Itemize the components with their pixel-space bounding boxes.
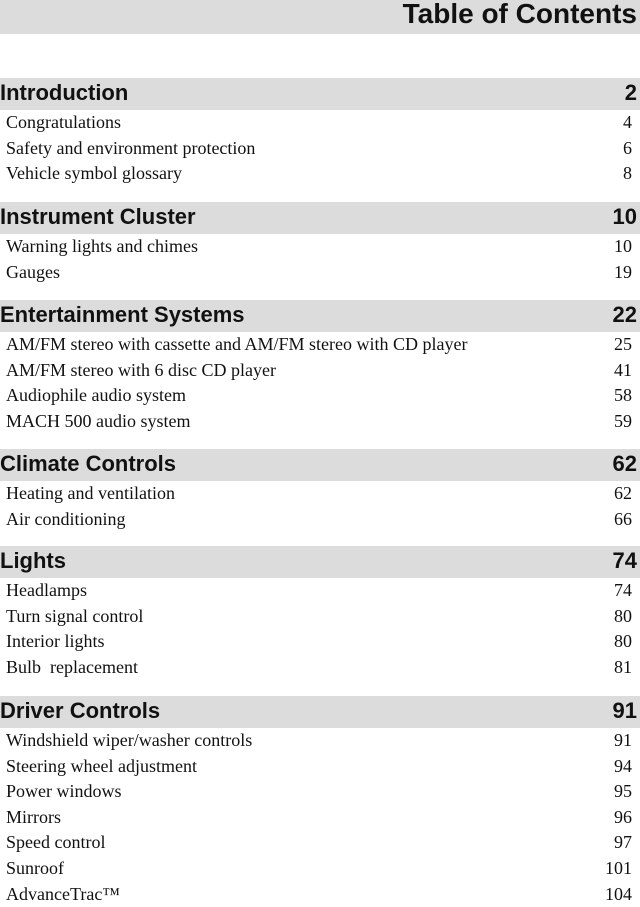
toc-entry[interactable]: [0, 383, 640, 409]
toc-entry[interactable]: [0, 358, 640, 384]
entry-page-number: 59: [614, 410, 632, 431]
entry-page-number: 81: [614, 656, 632, 677]
section-page-number: 22: [612, 302, 637, 327]
entry-page-number: 97: [614, 832, 632, 853]
entry-title: Headlamps: [6, 580, 87, 600]
section-header[interactable]: [0, 546, 640, 578]
entry-title: Vehicle symbol glossary: [6, 163, 182, 184]
entry-title: Interior lights: [6, 631, 105, 652]
entry-title: Air conditioning: [6, 508, 126, 529]
section-header[interactable]: [0, 449, 640, 481]
entry-title: MACH 500 audio system: [6, 410, 191, 431]
entry-page-number: 66: [614, 508, 632, 529]
toc-entry[interactable]: [0, 754, 640, 780]
entry-title: Gauges: [6, 261, 60, 282]
entry-page-number: 10: [614, 236, 632, 256]
entry-page-number: 6: [623, 137, 632, 158]
entry-title: Safety and environment protection: [6, 137, 256, 158]
toc-entry[interactable]: [0, 830, 640, 856]
section-page-number: 74: [612, 548, 637, 573]
toc-entry[interactable]: [0, 578, 640, 604]
toc-section-driver-controls: [0, 696, 640, 907]
section-header[interactable]: [0, 202, 640, 234]
entry-title: Congratulations: [6, 112, 121, 132]
toc-entry[interactable]: [0, 779, 640, 805]
entry-page-number: 62: [614, 483, 632, 503]
toc-section-instrument-cluster: [0, 202, 640, 285]
entry-page-number: 94: [614, 755, 632, 776]
entry-title: Turn signal control: [6, 605, 144, 626]
entry-title: Steering wheel adjustment: [6, 755, 197, 776]
toc-entry[interactable]: [0, 260, 640, 286]
toc-entry[interactable]: [0, 234, 640, 260]
entry-title: Heating and ventilation: [6, 483, 175, 503]
section-title: Introduction: [0, 80, 129, 105]
toc-section-introduction: [0, 78, 640, 187]
entry-page-number: 8: [623, 163, 632, 184]
section-title: Climate Controls: [0, 451, 177, 476]
section-page-number: 10: [612, 204, 637, 229]
entry-title: AM/FM stereo with cassette and AM/FM stereo with CD player: [6, 334, 468, 354]
page-title: Table of Contents: [402, 0, 637, 29]
toc-entry[interactable]: [0, 481, 640, 507]
entry-title: Windshield wiper/washer controls: [6, 730, 253, 750]
title-bar: [0, 0, 640, 34]
section-title: Driver Controls: [0, 698, 161, 723]
entry-page-number: 96: [614, 806, 632, 827]
section-page-number: 62: [612, 451, 637, 476]
entry-title: Mirrors: [6, 806, 61, 827]
toc-entry[interactable]: [0, 728, 640, 754]
toc-entry[interactable]: [0, 136, 640, 162]
toc-entry[interactable]: [0, 507, 640, 533]
toc-entry[interactable]: [0, 882, 640, 907]
entry-title: Speed control: [6, 832, 106, 853]
section-title: Entertainment Systems: [0, 302, 245, 327]
section-page-number: 2: [624, 80, 637, 105]
section-header[interactable]: [0, 696, 640, 728]
toc-entry[interactable]: [0, 629, 640, 655]
entry-page-number: 80: [614, 631, 632, 652]
entry-page-number: 80: [614, 605, 632, 626]
section-header[interactable]: [0, 300, 640, 332]
entry-title: AM/FM stereo with 6 disc CD player: [6, 359, 276, 380]
toc-entry[interactable]: [0, 604, 640, 630]
toc-section-entertainment-systems: [0, 300, 640, 434]
toc-section-climate-controls: [0, 449, 640, 532]
entry-page-number: 19: [614, 261, 632, 282]
entry-title: Power windows: [6, 781, 122, 802]
entry-page-number: 104: [605, 883, 632, 904]
entry-page-number: 25: [614, 334, 632, 354]
toc-section-lights: [0, 546, 640, 680]
entry-page-number: 58: [614, 385, 632, 406]
toc-entry[interactable]: [0, 110, 640, 136]
section-title: Instrument Cluster: [0, 204, 196, 229]
section-page-number: 91: [612, 698, 637, 723]
entry-title: Warning lights and chimes: [6, 236, 199, 256]
entry-page-number: 4: [623, 112, 632, 132]
entry-page-number: 41: [614, 359, 632, 380]
toc-entry[interactable]: [0, 161, 640, 187]
toc-entry[interactable]: [0, 655, 640, 681]
section-header[interactable]: [0, 78, 640, 110]
entry-page-number: 91: [614, 730, 632, 750]
entry-page-number: 101: [605, 857, 632, 878]
entry-title: Audiophile audio system: [6, 385, 186, 406]
entry-title: AdvanceTrac™: [6, 883, 120, 904]
toc-entry[interactable]: [0, 856, 640, 882]
entry-page-number: 95: [614, 781, 632, 802]
entry-page-number: 74: [614, 580, 632, 600]
toc-entry[interactable]: [0, 332, 640, 358]
toc-entry[interactable]: [0, 805, 640, 831]
toc-entry[interactable]: [0, 409, 640, 435]
section-title: Lights: [0, 548, 66, 573]
entry-title: Bulb replacement: [6, 656, 138, 677]
entry-title: Sunroof: [6, 857, 64, 878]
